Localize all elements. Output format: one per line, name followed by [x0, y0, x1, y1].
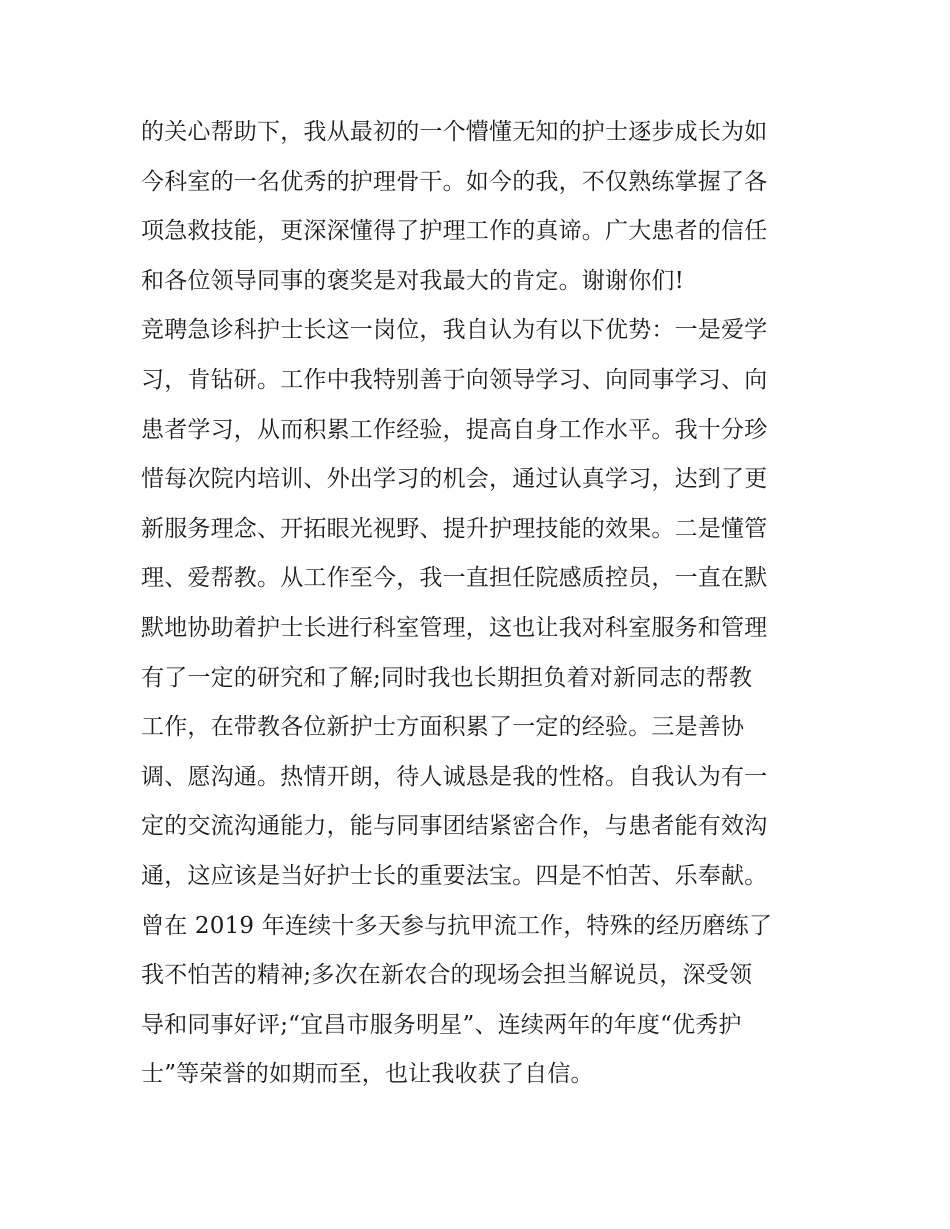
text-line: 曾在 2019 年连续十多天参与抗甲流工作，特殊的经历磨练了 — [141, 912, 773, 939]
text-line: 通，这应该是当好护士长的重要法宝。四是不怕苦、乐奉献。 — [141, 862, 768, 889]
text-line: 理、爱帮教。从工作至今，我一直担任院感质控员，一直在默 — [141, 565, 768, 592]
text-line: 新服务理念、开拓眼光视野、提升护理技能的效果。二是懂管 — [141, 515, 768, 542]
text-line: 和各位领导同事的褒奖是对我最大的肯定。谢谢你们! — [141, 267, 685, 294]
text-line: 定的交流沟通能力，能与同事团结紧密合作，与患者能有效沟 — [141, 813, 768, 840]
text-line: 习，肯钻研。工作中我特别善于向领导学习、向同事学习、向 — [141, 366, 768, 393]
text-line: 工作，在带教各位新护士方面积累了一定的经验。三是善协 — [141, 714, 745, 741]
text-line: 的关心帮助下，我从最初的一个懵懂无知的护士逐步成长为如 — [141, 119, 768, 145]
text-line: 惜每次院内培训、外出学习的机会，通过认真学习，达到了更 — [141, 466, 768, 493]
text-line: 患者学习，从而积累工作经验，提高自身工作水平。我十分珍 — [141, 416, 768, 443]
text-line: 默地协助着护士长进行科室管理，这也让我对科室服务和管理 — [141, 614, 768, 641]
text-line: 项急救技能，更深深懂得了护理工作的真谛。广大患者的信任 — [141, 218, 768, 245]
text-line: 竞聘急诊科护士长这一岗位，我自认为有以下优势：一是爱学 — [141, 317, 768, 344]
text-line: 我不怕苦的精神;多次在新农合的现场会担当解说员，深受领 — [141, 962, 753, 989]
text-line: 士”等荣誉的如期而至，也让我收获了自信。 — [141, 1061, 594, 1088]
text-line: 有了一定的研究和了解;同时我也长期担负着对新同志的帮教 — [141, 664, 753, 691]
text-line: 今科室的一名优秀的护理骨干。如今的我，不仅熟练掌握了各 — [141, 168, 768, 195]
body-text — [141, 108, 821, 1100]
text-line: 导和同事好评;“宜昌市服务明星”、连续两年的年度“优秀护 — [141, 1011, 742, 1038]
text-line: 调、愿沟通。热情开朗，待人诚恳是我的性格。自我认为有一 — [141, 763, 768, 790]
